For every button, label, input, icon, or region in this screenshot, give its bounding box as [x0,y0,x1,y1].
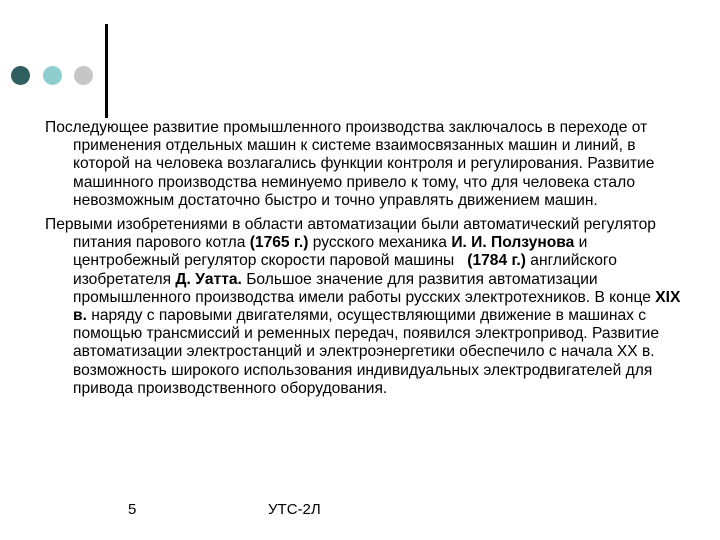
slide-body [45,119,695,404]
paragraph-2-bold-watt: Д. Уатта. [175,270,242,288]
paragraph-2-bold-century: XIX в. [73,288,681,325]
paragraph-2-text-3: и центробежный регулятор скорости паровой машины [73,234,592,270]
paragraph-2-text-6: наряду с паровыми двигателями, осуществляющими движение в машинах с помощью трансмиссий и ременных передач, появился электропривод. Развитие автоматизации электростанций и электроэнергетики обеспечило с начала XX в. возможность широкого использования индивидуальных электродвигателей для привода производственного оборудования. [73,307,660,397]
paragraph-2-text-5: Большое значение для развития автоматизации промышленного производства имели работы русских электротехников. В конце [73,270,656,306]
dot-dark-teal [11,66,30,85]
paragraph-2-bold-polzunov: И. И. Ползунова [451,234,575,252]
decorative-dots [11,66,95,86]
paragraph-2-text-2: русского механика [308,234,452,252]
paragraph-2-text-4: английского изобретателя [73,252,617,288]
dot-gray [74,66,93,85]
footer-label: УТС-2Л [268,501,321,518]
paragraph-2-text-1: Первыми изобретениями в области автоматизации были автоматический регулятор питания парового котла [45,216,656,252]
paragraph-1: Последующее развитие промышленного производства заключалось в переходе от применения отдельных машин к системе взаимосвязанных машин и линий, в которой на человека возлагались функции контроля и регулирования. Развитие машинного производства неминуемо привело к тому, что для человека стало невозможным достаточно быстро и точно управлять движением машин. [45,119,655,209]
paragraph-2-bold-date-1765: (1765 г.) [249,234,309,252]
paragraph-2 [45,216,695,398]
paragraph-2-bold-date-1784: (1784 г.) [467,252,526,270]
vertical-rule [105,24,108,118]
page-number: 5 [128,501,137,518]
dot-light-teal [43,66,62,85]
